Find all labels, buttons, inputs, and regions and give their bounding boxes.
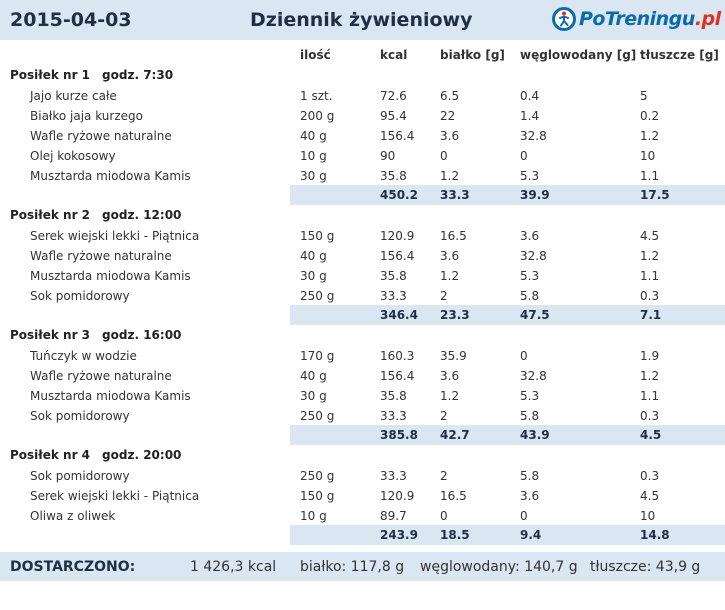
food-row (0, 366, 725, 386)
food-protein: 3.6 (440, 129, 460, 143)
meal-time: godz. 16:00 (102, 328, 182, 342)
food-name: Sok pomidorowy (30, 409, 130, 423)
food-fat: 1.2 (640, 369, 660, 383)
total-protein: 33.3 (440, 188, 470, 202)
food-carbs: 32.8 (520, 249, 547, 263)
food-name: Oliwa z oliwek (30, 509, 116, 523)
food-fat: 5 (640, 89, 648, 103)
food-protein: 0 (440, 509, 448, 523)
food-fat: 1.2 (640, 249, 660, 263)
food-qty: 150 g (300, 229, 335, 243)
food-kcal: 33.3 (380, 409, 407, 423)
food-name: Wafle ryżowe naturalne (30, 129, 172, 143)
total-kcal: 385.8 (380, 428, 418, 442)
food-kcal: 72.6 (380, 89, 407, 103)
total-fat: 14.8 (640, 528, 670, 542)
meal-label: Posiłek nr 2 (10, 208, 91, 222)
food-name: Białko jaja kurzego (30, 109, 143, 123)
food-protein: 2 (440, 469, 448, 483)
food-row (0, 166, 725, 186)
food-qty: 40 g (300, 129, 327, 143)
food-carbs: 5.8 (520, 469, 540, 483)
food-fat: 4.5 (640, 229, 660, 243)
food-kcal: 120.9 (380, 229, 415, 243)
food-kcal: 35.8 (380, 169, 407, 183)
total-carbs: 43.9 (520, 428, 550, 442)
total-carbs: 39.9 (520, 188, 550, 202)
food-qty: 200 g (300, 109, 335, 123)
meal-total-row (290, 525, 725, 545)
food-qty: 250 g (300, 469, 335, 483)
food-protein: 22 (440, 109, 456, 123)
column-header-kcal: kcal (380, 48, 408, 62)
food-carbs: 0 (520, 349, 528, 363)
food-name: Jajo kurze całe (30, 89, 117, 103)
daily-summary (0, 552, 725, 581)
total-protein: 23.3 (440, 308, 470, 322)
food-qty: 150 g (300, 489, 335, 503)
summary-protein: białko: 117,8 g (300, 559, 405, 575)
food-name: Tuńczyk w wodzie (30, 349, 137, 363)
food-carbs: 32.8 (520, 369, 547, 383)
column-header-protein: białko [g] (440, 48, 505, 62)
food-name: Wafle ryżowe naturalne (30, 249, 172, 263)
food-row (0, 106, 725, 126)
food-protein: 1.2 (440, 169, 460, 183)
food-carbs: 32.8 (520, 129, 547, 143)
food-row (0, 226, 725, 246)
food-protein: 3.6 (440, 369, 460, 383)
food-kcal: 33.3 (380, 469, 407, 483)
meal-label: Posiłek nr 4 (10, 448, 91, 462)
food-qty: 10 g (300, 509, 327, 523)
food-protein: 1.2 (440, 269, 460, 283)
food-fat: 0.3 (640, 409, 660, 423)
food-kcal: 35.8 (380, 269, 407, 283)
food-qty: 170 g (300, 349, 335, 363)
meal-title (10, 328, 181, 342)
food-name: Sok pomidorowy (30, 469, 130, 483)
logo-text: PoTreningu.pl (579, 8, 721, 30)
food-fat: 1.9 (640, 349, 660, 363)
meal-label: Posiłek nr 3 (10, 328, 91, 342)
meal-time: godz. 20:00 (102, 448, 182, 462)
food-qty: 30 g (300, 169, 327, 183)
food-row (0, 266, 725, 286)
food-kcal: 120.9 (380, 489, 415, 503)
food-kcal: 89.7 (380, 509, 407, 523)
food-row (0, 486, 725, 506)
food-carbs: 0 (520, 509, 528, 523)
summary-kcal: 1 426,3 kcal (190, 559, 277, 575)
meal-title (10, 68, 173, 82)
summary-carbs: węglowodany: 140,7 g (420, 559, 578, 575)
food-name: Musztarda miodowa Kamis (30, 169, 191, 183)
food-row (0, 86, 725, 106)
meal-total-row (290, 305, 725, 325)
food-row (0, 406, 725, 426)
runner-logo-icon (551, 6, 577, 32)
food-kcal: 156.4 (380, 369, 415, 383)
food-kcal: 35.8 (380, 389, 407, 403)
food-row (0, 386, 725, 406)
food-name: Musztarda miodowa Kamis (30, 269, 191, 283)
food-carbs: 5.3 (520, 389, 540, 403)
food-protein: 2 (440, 289, 448, 303)
food-qty: 30 g (300, 269, 327, 283)
food-carbs: 0 (520, 149, 528, 163)
food-qty: 250 g (300, 289, 335, 303)
summary-label: DOSTARCZONO: (10, 559, 136, 575)
total-fat: 17.5 (640, 188, 670, 202)
food-kcal: 160.3 (380, 349, 415, 363)
food-carbs: 5.3 (520, 169, 540, 183)
food-carbs: 0.4 (520, 89, 540, 103)
column-header-qty: ilość (300, 48, 331, 62)
total-kcal: 243.9 (380, 528, 418, 542)
food-qty: 30 g (300, 389, 327, 403)
page-header (0, 0, 725, 40)
meal-time: godz. 7:30 (102, 68, 174, 82)
food-row (0, 146, 725, 166)
meal-title (10, 208, 181, 222)
food-name: Musztarda miodowa Kamis (30, 389, 191, 403)
meal-title (10, 448, 181, 462)
food-protein: 2 (440, 409, 448, 423)
food-protein: 35.9 (440, 349, 467, 363)
total-carbs: 9.4 (520, 528, 542, 542)
total-protein: 42.7 (440, 428, 470, 442)
meal-label: Posiłek nr 1 (10, 68, 91, 82)
food-kcal: 95.4 (380, 109, 407, 123)
food-qty: 40 g (300, 249, 327, 263)
food-protein: 6.5 (440, 89, 460, 103)
food-carbs: 3.6 (520, 489, 540, 503)
total-fat: 4.5 (640, 428, 662, 442)
food-qty: 1 szt. (300, 89, 333, 103)
food-carbs: 5.8 (520, 289, 540, 303)
food-fat: 1.1 (640, 269, 660, 283)
food-protein: 3.6 (440, 249, 460, 263)
food-fat: 0.2 (640, 109, 660, 123)
food-qty: 40 g (300, 369, 327, 383)
food-row (0, 286, 725, 306)
food-kcal: 156.4 (380, 129, 415, 143)
food-fat: 4.5 (640, 489, 660, 503)
food-carbs: 1.4 (520, 109, 540, 123)
food-carbs: 3.6 (520, 229, 540, 243)
total-carbs: 47.5 (520, 308, 550, 322)
column-header-carbs: węglowodany [g] (520, 48, 637, 62)
food-row (0, 466, 725, 486)
food-row (0, 346, 725, 366)
food-fat: 0.3 (640, 289, 660, 303)
food-carbs: 5.8 (520, 409, 540, 423)
food-fat: 1.1 (640, 389, 660, 403)
food-protein: 16.5 (440, 489, 467, 503)
food-row (0, 246, 725, 266)
food-protein: 0 (440, 149, 448, 163)
food-fat: 0.3 (640, 469, 660, 483)
meal-total-row (290, 185, 725, 205)
food-qty: 250 g (300, 409, 335, 423)
meal-total-row (290, 425, 725, 445)
food-fat: 1.2 (640, 129, 660, 143)
page-title: Dziennik żywieniowy (250, 9, 473, 31)
brand-logo[interactable] (551, 4, 721, 34)
meal-time: godz. 12:00 (102, 208, 182, 222)
total-kcal: 346.4 (380, 308, 418, 322)
food-carbs: 5.3 (520, 269, 540, 283)
column-header-fat: tłuszcze [g] (640, 48, 719, 62)
food-fat: 10 (640, 509, 656, 523)
food-name: Sok pomidorowy (30, 289, 130, 303)
food-kcal: 156.4 (380, 249, 415, 263)
total-protein: 18.5 (440, 528, 470, 542)
total-kcal: 450.2 (380, 188, 418, 202)
food-fat: 10 (640, 149, 656, 163)
food-kcal: 33.3 (380, 289, 407, 303)
food-fat: 1.1 (640, 169, 660, 183)
diary-date: 2015-04-03 (10, 9, 132, 31)
food-qty: 10 g (300, 149, 327, 163)
food-name: Serek wiejski lekki - Piątnica (30, 229, 200, 243)
food-name: Wafle ryżowe naturalne (30, 369, 172, 383)
food-name: Olej kokosowy (30, 149, 116, 163)
summary-fat: tłuszcze: 43,9 g (590, 559, 701, 575)
food-row (0, 126, 725, 146)
food-kcal: 90 (380, 149, 396, 163)
food-name: Serek wiejski lekki - Piątnica (30, 489, 200, 503)
food-protein: 16.5 (440, 229, 467, 243)
food-protein: 1.2 (440, 389, 460, 403)
food-row (0, 506, 725, 526)
total-fat: 7.1 (640, 308, 662, 322)
